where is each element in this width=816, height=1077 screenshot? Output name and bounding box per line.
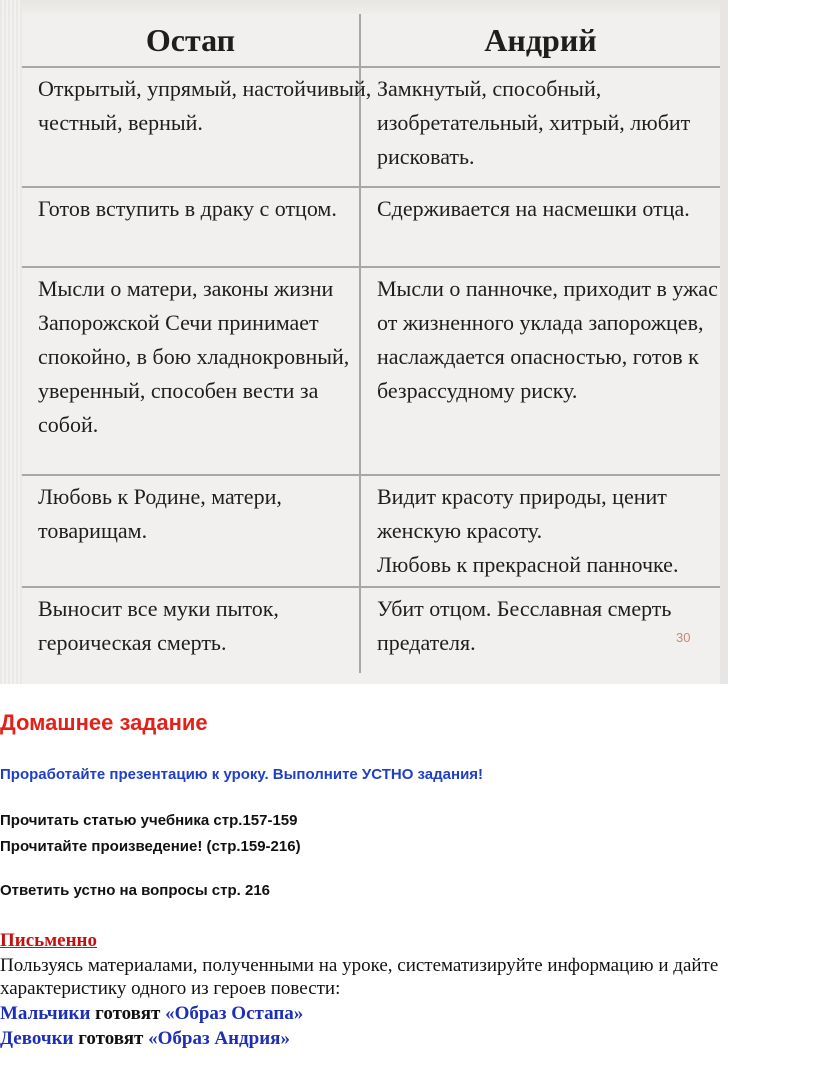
cell-line: честный, верный. — [38, 110, 203, 135]
cell-andriy — [360, 267, 720, 475]
boys-topic: «Образ Остапа» — [165, 1003, 304, 1024]
cell-line: Запорожской Сечи принимает — [38, 310, 319, 335]
cell-line: женскую красоту. — [377, 518, 543, 543]
homework-instruction: Проработайте презентацию к уроку. Выполните УСТНО задания! — [0, 766, 484, 783]
girls-label: Девочки — [0, 1028, 74, 1049]
boys-label: Мальчики — [0, 1003, 91, 1024]
cell-andriy — [360, 67, 720, 187]
cell-line: наслаждается опасностью, готов к — [377, 344, 699, 369]
written-heading — [0, 930, 97, 952]
cell-line: Сдерживается на насмешки отца. — [377, 196, 690, 221]
cell-line: Мысли о матери, законы жизни — [38, 276, 334, 301]
cell-ostap — [22, 67, 372, 187]
cell-andriy — [360, 187, 720, 267]
cell-ostap — [22, 475, 360, 587]
cell-line: Готов вступить в драку с отцом. — [38, 196, 337, 221]
header-ostap: Остап — [22, 14, 360, 67]
cell-line: Любовь к прекрасной панночке. — [377, 552, 679, 577]
task-read-article: Прочитать статью учебника стр.157-159 — [0, 812, 298, 829]
boys-assignment — [0, 1003, 303, 1025]
cell-line: спокойно, в бою хладнокровный, — [38, 344, 350, 369]
slide-right-border — [720, 0, 728, 684]
table-row — [22, 67, 720, 187]
cell-line: Открытый, упрямый, настойчивый, — [38, 76, 372, 101]
girls-assignment — [0, 1028, 290, 1050]
comparison-table — [22, 14, 720, 673]
task-read-work: Прочитайте произведение! (стр.159-216) — [0, 838, 301, 855]
cell-line: рисковать. — [377, 144, 475, 169]
boys-verb: готовят — [90, 1003, 166, 1024]
cell-line: Видит красоту природы, ценит — [377, 484, 667, 509]
cell-andriy — [360, 587, 720, 673]
cell-ostap — [22, 587, 360, 673]
cell-line: Любовь к Родине, матери, — [38, 484, 282, 509]
girls-verb: готовят — [73, 1028, 149, 1049]
cell-line: от жизненного уклада запорожцев, — [377, 310, 704, 335]
table-row — [22, 587, 720, 673]
cell-line: Замкнутый, способный, — [377, 76, 602, 101]
written-label: Письменно — [0, 930, 97, 951]
cell-line: товарищам. — [38, 518, 148, 543]
cell-line: уверенный, способен вести за — [38, 378, 319, 403]
table-header-row — [22, 14, 720, 67]
table-row — [22, 475, 720, 587]
table-row — [22, 187, 720, 267]
cell-andriy — [360, 475, 720, 587]
table-row — [22, 267, 720, 475]
cell-line: Убит отцом. Бесславная смерть — [377, 596, 672, 621]
cell-line: героическая смерть. — [38, 630, 227, 655]
cell-line: Мысли о панночке, приходит в ужас — [377, 276, 718, 301]
cell-line: Выносит все муки пыток, — [38, 596, 279, 621]
cell-line: предателя. — [377, 630, 476, 655]
written-text-line2: характеристику одного из героев повести: — [0, 978, 341, 999]
cell-ostap — [22, 267, 360, 475]
written-text-line1: Пользуясь материалами, полученными на уроке, систематизируйте информацию и дайте — [0, 955, 719, 976]
girls-topic: «Образ Андрия» — [148, 1028, 290, 1049]
slide-left-border — [0, 0, 22, 684]
slide-top-border — [0, 0, 728, 14]
slide-number: 30 — [676, 630, 691, 645]
cell-line: изобретательный, хитрый, любит — [377, 110, 691, 135]
cell-line: собой. — [38, 412, 99, 437]
homework-title: Домашнее задание — [0, 710, 208, 735]
header-andriy: Андрий — [360, 14, 720, 67]
cell-line: безрассудному риску. — [377, 378, 578, 403]
task-answer-questions: Ответить устно на вопросы стр. 216 — [0, 882, 271, 899]
cell-ostap — [22, 187, 360, 267]
